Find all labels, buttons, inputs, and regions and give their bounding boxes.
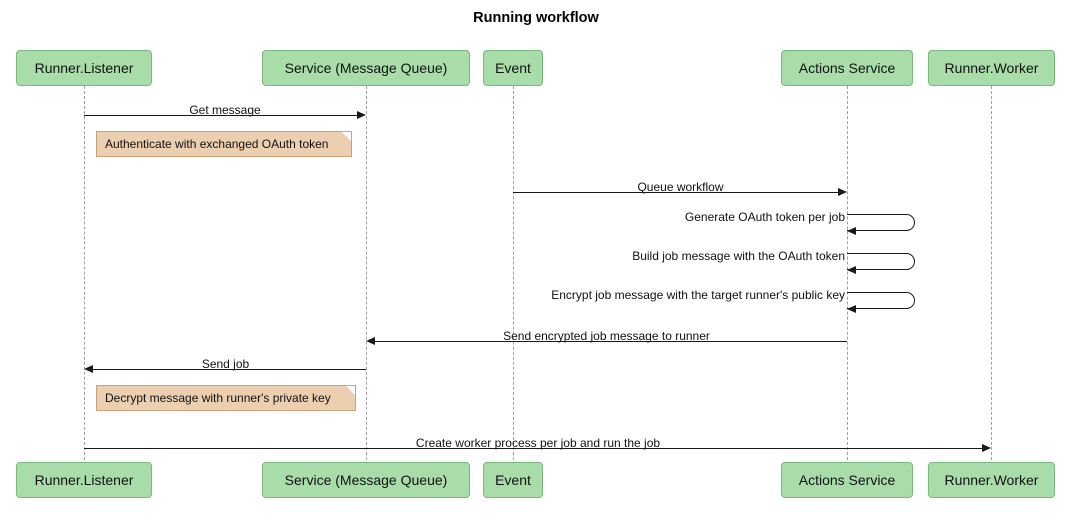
message-arrow-build-job-message	[847, 266, 856, 274]
actor-runner-worker-top[interactable]: Runner.Worker	[928, 50, 1055, 86]
message-line-send-encrypted-job	[375, 341, 847, 342]
note-decrypt-message	[96, 385, 356, 411]
actor-event-top[interactable]: Event	[483, 50, 543, 86]
actor-service-message-queue-bottom[interactable]: Service (Message Queue)	[262, 462, 470, 498]
note-label: Authenticate with exchanged OAuth token	[105, 137, 329, 151]
message-line-create-worker-process	[84, 448, 982, 449]
actor-runner-listener-top[interactable]: Runner.Listener	[16, 50, 152, 86]
note-authenticate-oauth	[96, 131, 352, 157]
message-label-create-worker-process: Create worker process per job and run the job	[415, 436, 661, 450]
message-arrow-encrypt-job-message	[847, 305, 856, 313]
note-fold-icon	[346, 386, 355, 395]
actor-actions-service-top[interactable]: Actions Service	[781, 50, 913, 86]
message-line-send-job	[93, 369, 366, 370]
message-label-encrypt-job-message: Encrypt job message with the target runner's public key	[551, 288, 845, 302]
message-label-generate-oauth-token: Generate OAuth token per job	[684, 210, 845, 224]
message-arrow-send-encrypted-job	[366, 337, 375, 345]
message-label-build-job-message: Build job message with the OAuth token	[632, 249, 845, 263]
message-label-send-job: Send job	[201, 357, 250, 371]
message-label-queue-workflow: Queue workflow	[637, 180, 724, 194]
lifeline-runner-listener	[84, 86, 85, 460]
message-loop-build-job-message	[847, 253, 915, 270]
note-fold-icon	[342, 132, 351, 141]
message-arrow-queue-workflow	[838, 188, 847, 196]
message-loop-generate-oauth-token	[847, 214, 915, 231]
actor-actions-service-bottom[interactable]: Actions Service	[781, 462, 913, 498]
message-line-get-message	[84, 115, 357, 116]
actor-runner-worker-bottom[interactable]: Runner.Worker	[928, 462, 1055, 498]
lifeline-runner-worker	[991, 86, 992, 460]
message-arrow-send-job	[84, 365, 93, 373]
diagram-title: Running workflow	[473, 10, 599, 26]
message-label-get-message: Get message	[189, 103, 261, 117]
note-label: Decrypt message with runner's private key	[105, 391, 331, 405]
actor-service-message-queue-top[interactable]: Service (Message Queue)	[262, 50, 470, 86]
message-arrow-create-worker-process	[982, 444, 991, 452]
actor-event-bottom[interactable]: Event	[483, 462, 543, 498]
message-line-queue-workflow	[513, 192, 838, 193]
lifeline-service-message-queue	[366, 86, 367, 460]
message-arrow-generate-oauth-token	[847, 227, 856, 235]
message-label-send-encrypted-job: Send encrypted job message to runner	[503, 329, 710, 343]
message-arrow-get-message	[357, 111, 366, 119]
actor-runner-listener-bottom[interactable]: Runner.Listener	[16, 462, 152, 498]
message-loop-encrypt-job-message	[847, 292, 915, 309]
lifeline-event	[513, 86, 514, 460]
